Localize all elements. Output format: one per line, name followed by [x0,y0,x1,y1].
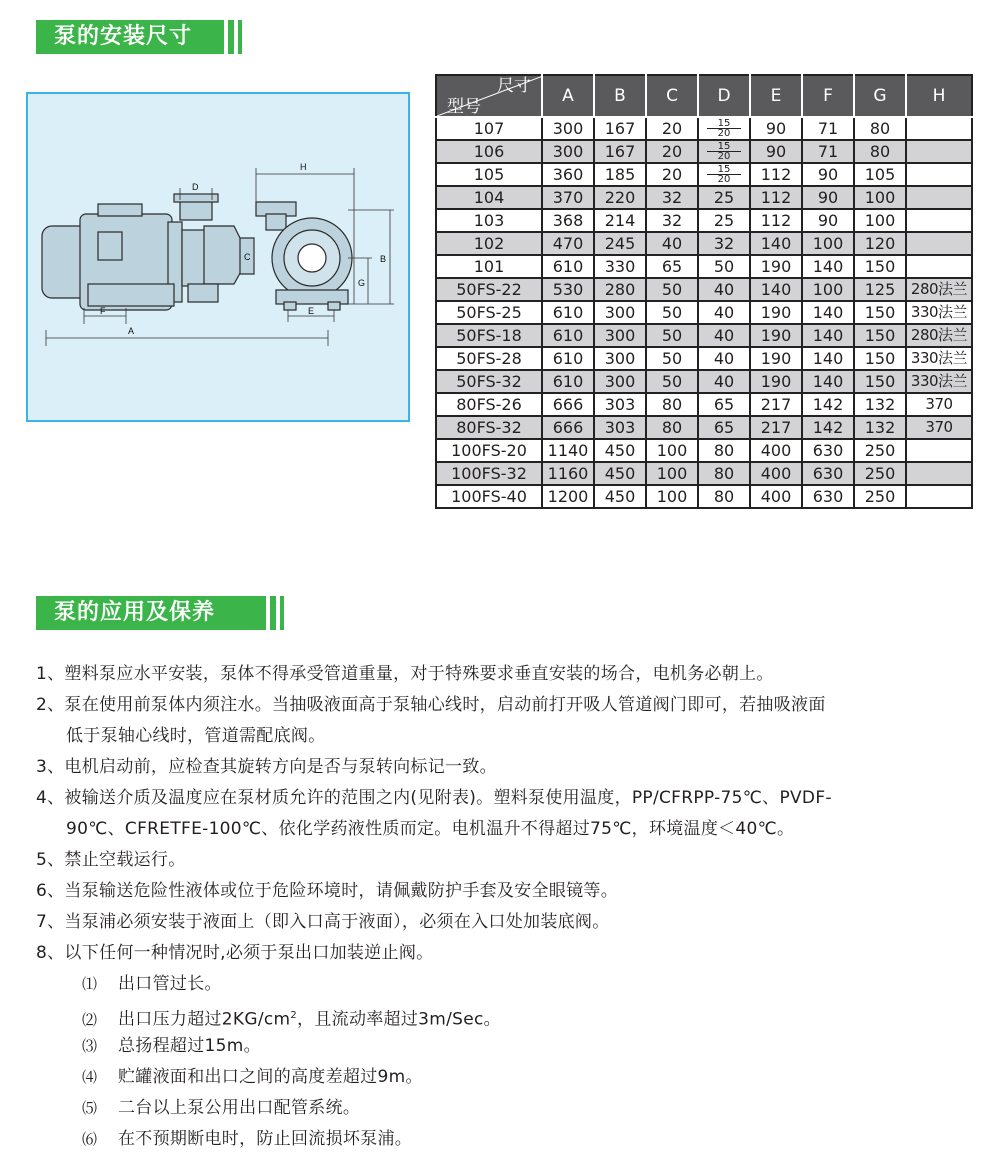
cell-b: 167 [594,140,646,163]
cell-f: 630 [802,462,854,485]
pump-foot [188,284,218,302]
cell-h: 280法兰 [906,278,972,301]
col-header-b: B [594,75,646,117]
table-row [436,140,972,163]
cell-g: 120 [854,232,906,255]
cell-e: 217 [750,416,802,439]
label-e: E [308,306,315,316]
cell-d: 50 [698,255,750,278]
cell-c: 20 [646,163,698,186]
dimension-table [435,74,973,509]
cell-d: 80 [698,462,750,485]
cell-model: 80FS-26 [436,393,542,416]
cell-g: 100 [854,209,906,232]
terminal-box [98,232,122,260]
cell-g: 250 [854,485,906,508]
cell-d: 32 [698,232,750,255]
cell-g: 125 [854,278,906,301]
cell-g: 150 [854,324,906,347]
cell-e: 140 [750,232,802,255]
section-title-install-dimensions: 泵的安装尺寸 [36,20,224,54]
cell-d: 40 [698,347,750,370]
corner-model-label: 型号 [447,97,481,117]
subnote-marker: ⑹ [82,1130,98,1148]
table-row [436,117,972,140]
cell-f: 71 [802,117,854,140]
corner-size-label: 尺寸 [497,76,531,96]
col-header-c: C [646,75,698,117]
cell-e: 90 [750,140,802,163]
cell-g: 150 [854,370,906,393]
cell-a: 666 [542,393,594,416]
cell-c: 50 [646,324,698,347]
cell-model: 100FS-20 [436,439,542,462]
cell-model: 100FS-40 [436,485,542,508]
motor-base [88,284,174,306]
cell-c: 50 [646,301,698,324]
subnote-2 [36,1000,976,1031]
col-header-h: H [906,75,972,117]
cell-e: 112 [750,186,802,209]
pump-bracket [182,230,206,286]
subnote-text: 出口压力超过2KG/cm [118,1009,291,1030]
cell-a: 360 [542,163,594,186]
maintenance-notes [36,659,976,1155]
col-header-f: F [802,75,854,117]
pump-casing-side [204,226,244,284]
cell-c: 20 [646,140,698,163]
col-header-d: D [698,75,750,117]
table-row [436,278,972,301]
cell-b: 450 [594,485,646,508]
cell-a: 1140 [542,439,594,462]
cell-h: 370 [906,416,972,439]
cell-b: 300 [594,370,646,393]
motor-top-box [98,204,142,216]
table-row [436,209,972,232]
cell-model: 106 [436,140,542,163]
table-row [436,324,972,347]
table-row [436,347,972,370]
cell-e: 190 [750,301,802,324]
cell-f: 142 [802,416,854,439]
cell-e: 217 [750,393,802,416]
table-row [436,255,972,278]
cell-d: 80 [698,439,750,462]
cell-f: 71 [802,140,854,163]
cell-f: 140 [802,347,854,370]
subnote-marker: ⑷ [82,1068,98,1086]
label-c: C [244,252,251,262]
cell-model: 104 [436,186,542,209]
fraction-denominator: 20 [717,128,731,139]
cell-c: 32 [646,186,698,209]
cell-b: 185 [594,163,646,186]
cell-f: 140 [802,324,854,347]
table-row [436,439,972,462]
cell-d: 65 [698,393,750,416]
cell-d-fraction [698,163,750,186]
cell-a: 610 [542,370,594,393]
col-header-g: G [854,75,906,117]
table-row [436,232,972,255]
cell-model: 100FS-32 [436,462,542,485]
subnote-marker: ⑴ [82,975,98,993]
label-b: B [380,254,387,264]
cell-g: 80 [854,117,906,140]
label-d: D [192,182,199,192]
cell-e: 400 [750,439,802,462]
cell-h [906,462,972,485]
cell-c: 65 [646,255,698,278]
cell-h: 330法兰 [906,301,972,324]
cell-model: 102 [436,232,542,255]
note-3: 3、电机启动前，应检查其旋转方向是否与泵转向标记一致。 [36,757,497,777]
note-4-line-1: 4、被输送介质及温度应在泵材质允许的范围之内(见附表)。塑料泵使用温度，PP/CFRPP-75℃、PVDF- [36,788,832,808]
cell-g: 80 [854,140,906,163]
cell-g: 132 [854,416,906,439]
cell-f: 630 [802,485,854,508]
cell-h: 330法兰 [906,347,972,370]
cell-f: 100 [802,232,854,255]
note-2-line-2: 低于泵轴心线时，管道需配底阀。 [66,726,326,746]
cell-model: 50FS-28 [436,347,542,370]
cell-model: 50FS-25 [436,301,542,324]
cell-d-fraction [698,117,750,140]
cell-a: 666 [542,416,594,439]
table-row [436,301,972,324]
cell-d: 40 [698,301,750,324]
cell-f: 90 [802,209,854,232]
cell-e: 140 [750,278,802,301]
cell-c: 100 [646,462,698,485]
note-2-line-1: 2、泵在使用前泵体内须注水。当抽吸液面高于泵轴心线时，启动前打开吸人管道阀门即可，若抽吸液面 [36,695,826,715]
superscript-2: 2 [290,1010,298,1021]
cell-h [906,485,972,508]
cell-model: 107 [436,117,542,140]
cell-d: 25 [698,209,750,232]
cell-h [906,140,972,163]
front-outlet-pipe [266,214,286,230]
cell-model: 50FS-32 [436,370,542,393]
cell-e: 190 [750,255,802,278]
cell-f: 140 [802,301,854,324]
table-body [436,117,972,508]
cell-a: 1200 [542,485,594,508]
fraction-numerator: 15 [707,142,741,152]
cell-c: 50 [646,278,698,301]
cell-b: 280 [594,278,646,301]
table-row [436,485,972,508]
cell-c: 32 [646,209,698,232]
subnote-text: 在不预期断电时，防止回流损坏泵浦。 [118,1129,413,1149]
cell-b: 450 [594,439,646,462]
section-title-application: 泵的应用及保养 [36,596,266,630]
cell-a: 610 [542,301,594,324]
cell-model: 101 [436,255,542,278]
cell-b: 214 [594,209,646,232]
note-1: 1、塑料泵应水平安装，泵体不得承受管道重量，对于特殊要求垂直安装的场合，电机务必朝上。 [36,664,774,684]
cell-f: 140 [802,370,854,393]
note-5: 5、禁止空载运行。 [36,850,186,870]
subnote-marker: ⑸ [82,1099,98,1117]
subnote-5 [36,1093,976,1124]
cell-a: 610 [542,324,594,347]
pump-dimension-drawing [26,92,410,422]
table-row [436,186,972,209]
note-6: 6、当泵输送危险性液体或位于危险环境时，请佩戴防护手套及安全眼镜等。 [36,881,619,901]
table-row [436,163,972,186]
cell-b: 450 [594,462,646,485]
cell-d: 65 [698,416,750,439]
fraction-denominator: 20 [717,151,731,162]
subnote-text: 总扬程超过15m。 [118,1036,261,1056]
cell-a: 530 [542,278,594,301]
cell-c: 80 [646,393,698,416]
table-row [436,393,972,416]
front-foot-left [284,302,296,310]
cell-c: 50 [646,347,698,370]
cell-c: 20 [646,117,698,140]
subnote-4 [36,1062,976,1093]
outlet-flange [174,194,218,202]
label-h: H [300,162,307,172]
cell-a: 610 [542,347,594,370]
cell-h: 280法兰 [906,324,972,347]
note-4-line-2: 90℃、CFRETFE-100℃、依化学药液性质而定。电机温升不得超过75℃，环境温度＜40℃。 [66,819,795,839]
table-row [436,370,972,393]
cell-a: 300 [542,140,594,163]
cell-h [906,117,972,140]
cell-model: 50FS-18 [436,324,542,347]
cell-e: 112 [750,163,802,186]
cell-c: 80 [646,416,698,439]
cell-f: 90 [802,186,854,209]
cell-d: 25 [698,186,750,209]
cell-f: 100 [802,278,854,301]
table-row [436,462,972,485]
cell-e: 190 [750,324,802,347]
cell-c: 100 [646,439,698,462]
cell-b: 245 [594,232,646,255]
cell-f: 90 [802,163,854,186]
cell-b: 300 [594,347,646,370]
cell-h [906,232,972,255]
table-row [436,416,972,439]
subnote-marker: ⑵ [82,1010,98,1029]
front-foot-right [328,302,340,310]
subnote-3 [36,1031,976,1062]
col-header-e: E [750,75,802,117]
cell-g: 100 [854,186,906,209]
cell-h: 330法兰 [906,370,972,393]
cell-e: 190 [750,347,802,370]
cell-b: 303 [594,416,646,439]
cell-h [906,209,972,232]
subnote-text: 贮罐液面和出口之间的高度差超过9m。 [118,1067,423,1087]
subnote-marker: ⑶ [82,1037,98,1055]
cell-a: 470 [542,232,594,255]
cell-model: 105 [436,163,542,186]
cell-e: 400 [750,485,802,508]
subnote-text: 二台以上泵公用出口配管系统。 [118,1098,361,1118]
cell-h: 370 [906,393,972,416]
cell-a: 368 [542,209,594,232]
cell-b: 300 [594,324,646,347]
label-a: A [128,326,135,336]
subnote-text: 出口管过长。 [118,974,222,994]
cell-b: 300 [594,301,646,324]
cell-g: 150 [854,347,906,370]
fraction-numerator: 15 [707,165,741,175]
label-g: G [358,278,366,288]
cell-h [906,439,972,462]
cell-a: 1160 [542,462,594,485]
cell-a: 610 [542,255,594,278]
cell-e: 400 [750,462,802,485]
cell-d: 40 [698,324,750,347]
cell-b: 220 [594,186,646,209]
cell-a: 370 [542,186,594,209]
cell-g: 105 [854,163,906,186]
cell-h [906,186,972,209]
subnote-text: ，且流动率超过3m/Sec。 [297,1009,501,1030]
cell-b: 330 [594,255,646,278]
cell-d: 80 [698,485,750,508]
subnote-1 [36,969,976,1000]
label-f: F [100,306,106,316]
cell-f: 140 [802,255,854,278]
cell-model: 103 [436,209,542,232]
table-header-row [436,75,972,117]
cell-b: 167 [594,117,646,140]
cell-e: 90 [750,117,802,140]
cell-c: 100 [646,485,698,508]
pump-drawing-svg [28,94,408,420]
cell-d: 40 [698,278,750,301]
inlet-port [298,244,326,272]
cell-e: 190 [750,370,802,393]
fraction-denominator: 20 [717,174,731,185]
col-header-a: A [542,75,594,117]
header-corner [436,75,542,117]
cell-d: 40 [698,370,750,393]
cell-c: 50 [646,370,698,393]
cell-b: 303 [594,393,646,416]
note-8: 8、以下任何一种情况时,必须于泵出口加装逆止阀。 [36,943,434,963]
cell-e: 112 [750,209,802,232]
note-7: 7、当泵浦必须安装于液面上（即入口高于液面），必须在入口处加装底阀。 [36,912,610,932]
cell-g: 150 [854,301,906,324]
subnote-6 [36,1124,976,1155]
cell-d-fraction [698,140,750,163]
cell-g: 132 [854,393,906,416]
cell-a: 300 [542,117,594,140]
cell-g: 250 [854,439,906,462]
fraction-numerator: 15 [707,119,741,129]
cell-g: 250 [854,462,906,485]
cell-f: 630 [802,439,854,462]
cell-h [906,255,972,278]
cell-model: 50FS-22 [436,278,542,301]
cell-h [906,163,972,186]
cell-f: 142 [802,393,854,416]
cell-g: 150 [854,255,906,278]
cell-c: 40 [646,232,698,255]
cell-model: 80FS-32 [436,416,542,439]
